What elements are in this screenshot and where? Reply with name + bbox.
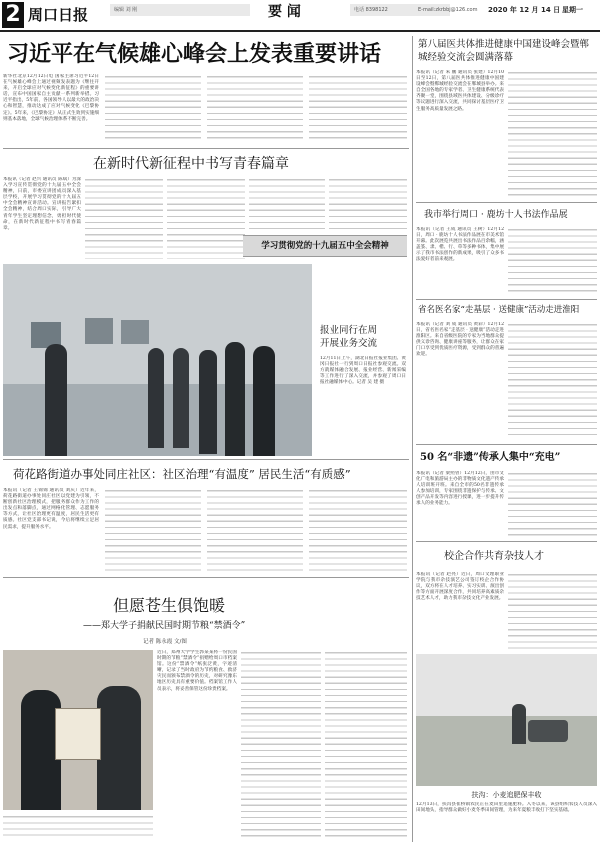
lead-headline: 习近平在气候雄心峰会上发表重要讲话 [7, 41, 382, 67]
divider [416, 299, 597, 300]
heritage-text-2 [508, 471, 597, 537]
calligraphy-text-2 [508, 227, 597, 295]
newera-article [3, 151, 409, 261]
study-banner-text: 学习贯彻党的十九届五中全会精神 [261, 241, 389, 251]
lead-text-3 [207, 74, 303, 142]
divider [3, 577, 409, 578]
newera-headline: 在新时代新征程中书写青春篇章 [93, 156, 289, 172]
visit-photo [3, 264, 312, 456]
health-headline: 第八届医共体推进健康中国建设峰会暨郸城经验交流会圆满落幕 [418, 39, 590, 63]
warm-text-1: 近日，郑州大学学生郭某某将一份民国时期的节粮“禁酒令”捐赠给周口市档案馆。这份“禁酒令”纸张泛黄，字迹清晰，记录了当时政府为节约粮食、救济灾民而颁布禁酒令的历史，对研究豫东地区历史具有重要价值。档案馆工作人员表示，将妥善保管这份珍贵档案。 [157, 650, 237, 692]
column-divider [412, 36, 413, 842]
warm-text-2 [241, 650, 321, 840]
helu-text-3 [207, 488, 303, 572]
paper-name: 周口日报 [28, 6, 89, 24]
study-banner [243, 235, 407, 257]
caption-title-2: 开展业务交流 [320, 338, 378, 349]
divider [416, 444, 597, 445]
person-6 [253, 346, 275, 456]
photo-field [416, 716, 597, 786]
photo-frame-2 [85, 318, 113, 344]
photo-sky [416, 654, 597, 716]
heritage-article [416, 447, 597, 539]
page-number: 2 [2, 2, 24, 28]
newera-text-3 [167, 177, 245, 259]
health-text-1: 本报讯（记者 朱 鹏 通讯员 张建）12月10日至12日，第八届医共体推进健康中国建设峰会暨郸城经验交流会在郸城县举办。来自全国各地的专家学者、卫生健康系统代表齐聚一堂，围绕县域医共体建设、分级诊疗等议题进行深入交流，共同探讨基层医疗卫生服务高质量发展之路。 [416, 70, 504, 112]
helu-text-2 [105, 488, 201, 572]
warm-text-3 [325, 650, 407, 840]
helu-text-4 [309, 488, 407, 572]
photo-person-right [97, 686, 141, 810]
person-1 [45, 344, 67, 456]
lead-text-2 [105, 74, 201, 142]
volunteer-text-1: 本报讯（记者 刘 成 通讯员 黄彩）12月12日，省名医名家“走基层 · 送健康”活动走进淮阳区。来自省级医院的专家为当地群众提供义诊咨询、健康讲座等服务，让群众在家门口享受到优质医疗资源，受到群众的普遍欢迎。 [416, 322, 504, 358]
donation-photo [3, 650, 153, 810]
warm-article [3, 580, 409, 842]
calligraphy-article [416, 205, 597, 297]
section-title: 要 闻 [268, 4, 301, 20]
masthead [0, 0, 600, 34]
farm-photo [416, 654, 597, 786]
person-4 [199, 350, 217, 454]
person-2 [148, 348, 164, 448]
divider [416, 202, 597, 203]
photo-tractor [528, 720, 568, 742]
editor: 编辑 刘 刚 [114, 7, 138, 13]
heritage-text-1: 本报讯（记者 梁照曾）12月12日，由市文化广电和旅游局主办的非物质文化遗产传承人培训班开班。来自全市的50名非遗传承人参加培训，专家围绕非遗保护与传承、文创产品开发等内容进行授课，进一步提升传承人的业务能力。 [416, 471, 504, 507]
caption-text: 12月11日上午，湖北日报社报业集团、黄冈日报社一行到周口日报社参观交流。双方就媒体融合发展、报业经营、新闻采编等工作进行了深入交流，并参观了周口日报社融媒体中心。记者 吴 建 摄 [320, 356, 406, 386]
school-text-2 [508, 572, 597, 650]
school-headline: 校企合作共育杂技人才 [444, 551, 544, 562]
calligraphy-headline: 我市举行周口 · 鹿坊十人书法作品展 [424, 210, 568, 220]
newera-text-1: 本报讯（记者 赵兴 通讯员 陈斌）为深入学习宣传贯彻党的十九届五中全会精神，日前，市委宣讲团成员深入基层学校，开展学习贯彻党的十九届五中全会精神宣讲活动。宣讲报告紧扣全会精神，结合周口实际，引导广大青年学生坚定理想信念，勇担时代使命，在新时代新征程中书写青春篇章。 [3, 177, 81, 231]
health-text-2 [508, 70, 597, 198]
divider [3, 459, 409, 460]
photo-caption [316, 264, 409, 456]
warm-subhead: ——郑大学子捐献民国时期节粮“禁酒令” [83, 621, 246, 631]
divider [3, 148, 409, 149]
newera-text-4 [249, 177, 325, 229]
newera-text-5 [329, 177, 407, 229]
school-text-1: 本报讯（记者 赵亮）近日，周口文理职业学院与我市杂技演艺公司签订校企合作协议，双方将在人才培养、实习实训、演出创作等方面开展深度合作，共同培养高素质杂技艺术人才，助力我市杂技文化产业发展。 [416, 572, 504, 602]
school-article [416, 544, 597, 652]
date: 2020 年 12 月 14 日 [488, 6, 561, 14]
helu-text-1: 本报讯（记者 王锦锦 通讯员 刘庆）近年来，荷花路街道办事处同庄社区以党建为引领，不断创新社区治理模式，把服务群众作为工作的出发点和落脚点，通过网格化管理、志愿服务等方式，让社区治理更有温度，居民生活更有质感。社区党支部书记说，今后将继续立足居民需求，提升服务水平。 [3, 488, 99, 530]
divider [416, 541, 597, 542]
lead-text-4 [309, 74, 407, 142]
lead-text-1: 新华社北京12月12日电 国家主席习近平12日在气候雄心峰会上通过视频发表题为《继往开来，开启全球应对气候变化新征程》的重要讲话，宣布中国国家自主贡献一系列新举措。习近平指出，5年前，各国领导人以最大的政治决心和智慧，推动达成了应对气候变化《巴黎协定》。5年来，《巴黎协定》从正式生效到实施细则基本落地，全球气候治理体系不断完善。 [3, 74, 99, 122]
newera-text-2 [85, 177, 163, 259]
email: E-mail:zkrbbj@126.com [418, 7, 478, 13]
warm-text-4 [3, 814, 153, 840]
photo-document [55, 708, 101, 760]
caption-title-1: 报业同行在周 [320, 325, 378, 336]
person-3 [173, 348, 189, 448]
warm-headline: 但愿苍生俱饱暖 [113, 596, 226, 615]
volunteer-article [416, 302, 597, 442]
volunteer-text-2 [508, 322, 597, 440]
photo-frame-3 [121, 320, 149, 344]
helu-article [3, 462, 409, 574]
lead-article [3, 36, 409, 146]
weekday: 星期一 [562, 6, 583, 14]
helu-headline: 荷花路街道办事处同庄社区：社区治理“有温度” 居民生活“有质感” [13, 467, 351, 481]
farm-caption: 扶沟：小麦追肥保丰收 [471, 791, 542, 799]
person-5 [225, 342, 245, 456]
heritage-headline: 50 名“非遗”传承人集中“充电” [420, 452, 561, 463]
warm-byline: 记者 陈永霞 文/图 [143, 639, 187, 645]
phone: 电话 8398122 [354, 7, 388, 13]
health-article [416, 36, 597, 200]
photo-farmer [512, 704, 526, 744]
farm-text: 12月13日，扶沟县崔桥镇农民正在麦田里追施肥料。入冬以来，该县组织农技人员深入田间地头，指导群众做好小麦冬季田间管理，为来年夏粮丰收打下坚实基础。 [416, 802, 597, 814]
calligraphy-text-1: 本报讯（记者 王成 通讯员 王树）12月12日，周口 · 鹿坊十人书法作品展在市美术馆开幕。此次展览共展出书法作品百余幅，涵盖篆、隶、楷、行、草等多种书体，集中展示了我市书法创作的新成果，吸引了众多书法爱好者前来观展。 [416, 227, 504, 263]
volunteer-headline: 省名医名家“走基层 · 送健康”活动走进淮阳 [418, 305, 580, 315]
masthead-rule [0, 30, 600, 32]
